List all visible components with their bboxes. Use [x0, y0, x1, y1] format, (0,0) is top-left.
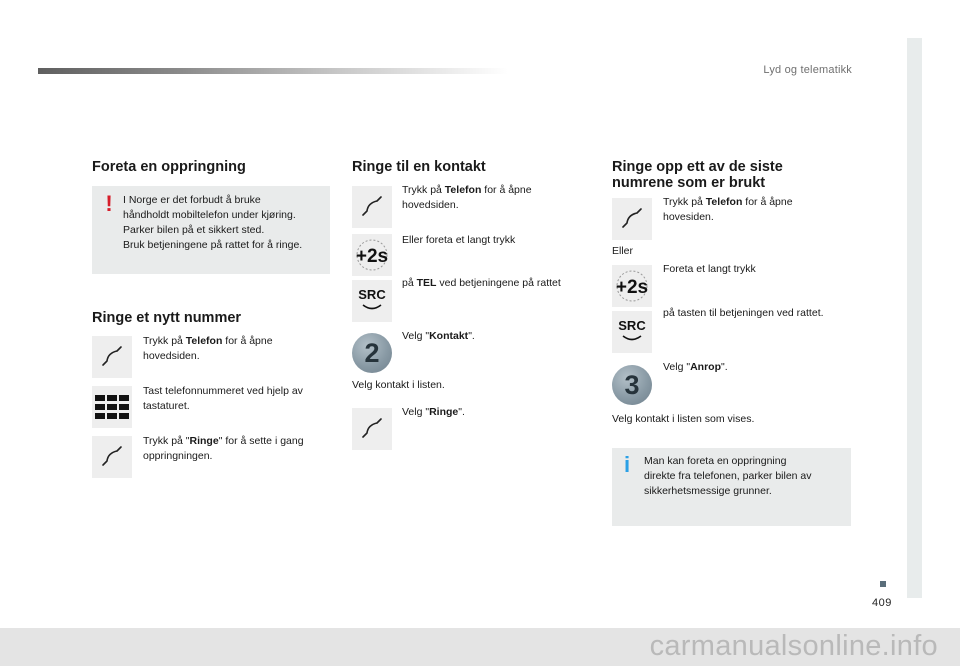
phone-handset-icon — [100, 345, 124, 369]
warning-text — [123, 193, 328, 253]
phone-handset-icon — [100, 445, 124, 469]
col1-subheading: Ringe et nytt nummer — [92, 310, 242, 326]
text-part: for å åpne hovesiden. — [663, 196, 793, 223]
heading-line: Ringe opp ett av de siste — [612, 159, 783, 175]
text-part: for å åpne hovedsiden. — [402, 184, 532, 211]
text-part: Trykk på " — [143, 435, 190, 447]
col3-note: Velg kontakt i listen som vises. — [612, 413, 755, 425]
page-marker — [880, 581, 886, 587]
phone-icon — [612, 198, 652, 240]
col2-step4 — [402, 329, 562, 344]
page-edge-strip — [907, 38, 922, 598]
info-line: direkte fra telefonen, parker bilen av — [644, 470, 812, 482]
col3-step2: Foreta et langt trykk — [663, 263, 756, 275]
col3-step1 — [663, 195, 833, 225]
phone-handset-icon — [360, 417, 384, 441]
keypad-grid-icon — [95, 395, 129, 419]
watermark-text: carmanualsonline.info — [649, 630, 938, 662]
warning-line: I Norge er det forbudt å bruke — [123, 194, 261, 206]
col2-note: Velg kontakt i listen. — [352, 379, 445, 391]
hold-label: +2s — [615, 277, 649, 298]
text-part: ". — [721, 361, 728, 373]
src-button-icon — [612, 311, 652, 353]
col2-step3 — [402, 276, 592, 291]
hold-2s-icon — [352, 234, 392, 276]
text-bold: TEL — [416, 277, 437, 289]
hold-2s-icon — [612, 265, 652, 307]
col3-heading — [612, 159, 852, 191]
col2-step2: Eller foreta et langt trykk — [402, 234, 516, 246]
phone-handset-icon — [620, 207, 644, 231]
text-part: på — [402, 277, 417, 289]
text-part: ". — [468, 330, 475, 342]
warning-line: håndholdt mobiltelefon under kjøring. — [123, 209, 296, 221]
text-part: " for å sette i gang oppringningen. — [143, 435, 304, 462]
src-key-icon — [354, 285, 390, 317]
long-press-icon — [612, 265, 652, 307]
text-bold: Telefon — [705, 196, 743, 208]
text-part: for å åpne hovedsiden. — [143, 335, 273, 362]
text-part: Velg " — [402, 406, 430, 418]
col3-step4 — [663, 360, 833, 375]
text-part: Velg " — [402, 330, 430, 342]
section-title: Lyd og telematikk — [763, 64, 852, 76]
text-part: Trykk på — [663, 196, 706, 208]
text-bold: Ringe — [189, 435, 219, 447]
text-part: Trykk på — [143, 335, 186, 347]
text-bold: Telefon — [185, 335, 223, 347]
keypad-icon — [92, 386, 132, 428]
info-text — [644, 454, 849, 499]
step-number-badge: 3 — [612, 365, 652, 405]
col2-step1 — [402, 183, 562, 213]
col2-step5 — [402, 405, 562, 420]
info-icon: i — [623, 452, 631, 477]
col1-step2: Tast telefonnummeret ved hjelp av tastaturet. — [143, 385, 303, 412]
text-part: ved betjeningene på rattet — [436, 277, 561, 289]
text-bold: Telefon — [444, 184, 482, 196]
text-part: Velg " — [663, 361, 691, 373]
col1-step3 — [143, 434, 323, 464]
src-key-icon — [614, 316, 650, 348]
phone-icon — [92, 336, 132, 378]
page-number: 409 — [872, 597, 892, 609]
text-bold: Kontakt — [429, 330, 469, 342]
src-label: SRC — [358, 287, 386, 302]
phone-icon — [352, 186, 392, 228]
text-part: ". — [458, 406, 465, 418]
src-button-icon — [352, 280, 392, 322]
info-line: sikkerhetsmessige grunner. — [644, 485, 772, 497]
warning-icon: ! — [105, 191, 113, 216]
col3-or: Eller — [612, 245, 634, 257]
phone-handset-icon — [360, 195, 384, 219]
col1-step1 — [143, 334, 323, 364]
long-press-icon — [352, 234, 392, 276]
step-number-badge: 2 — [352, 333, 392, 373]
col2-heading: Ringe til en kontakt — [352, 159, 486, 175]
text-bold: Ringe — [429, 406, 459, 418]
col3-step3: på tasten til betjeningen ved rattet. — [663, 307, 824, 319]
col1-heading: Foreta en oppringning — [92, 159, 246, 175]
info-line: Man kan foreta en oppringning — [644, 455, 787, 467]
phone-icon — [92, 436, 132, 478]
heading-line: numrene som er brukt — [612, 175, 766, 191]
src-label: SRC — [618, 318, 646, 333]
header-gradient-bar — [38, 68, 508, 74]
phone-icon — [352, 408, 392, 450]
hold-label: +2s — [355, 246, 389, 267]
text-part: Trykk på — [402, 184, 445, 196]
text-bold: Anrop — [690, 361, 722, 373]
warning-line: Parker bilen på et sikkert sted. — [123, 224, 265, 236]
warning-line: Bruk betjeningene på rattet for å ringe. — [123, 239, 303, 251]
